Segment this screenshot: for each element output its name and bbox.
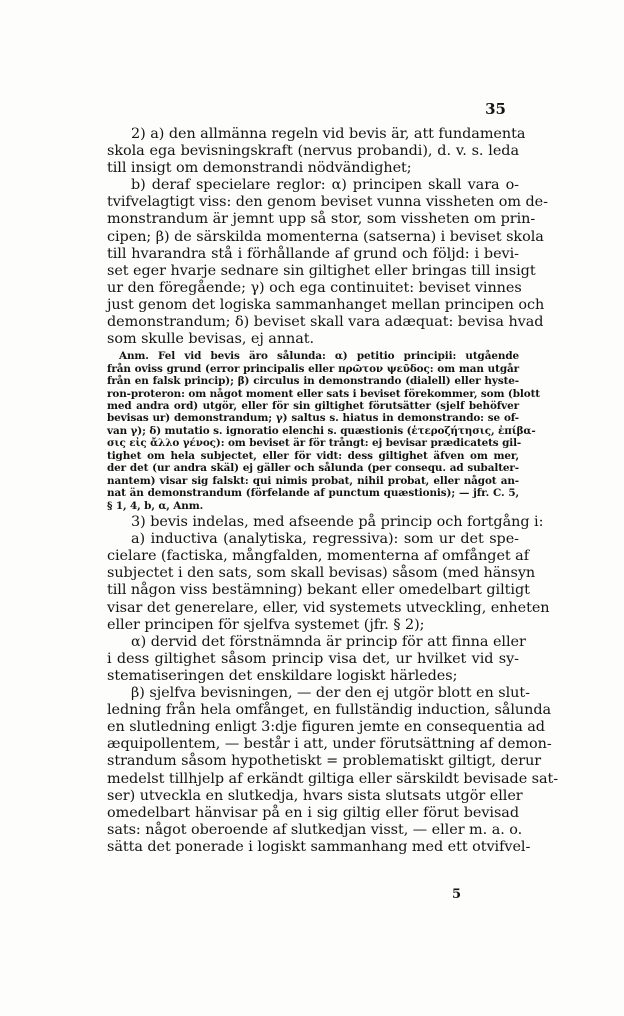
body-text	[107, 126, 559, 856]
text-line: medelst tillhjelp af erkändt giltiga eller särskildt bevisade sat-	[107, 770, 559, 787]
text-line: just genom det logiska sammanhanget mellan principen och	[107, 296, 545, 313]
note-line: der det (ur andra skäl) ej gäller och sålunda (per consequ. ad subalter-	[107, 462, 519, 475]
page-number: 35	[485, 100, 506, 118]
text-line: æquipollentem, — består i att, under förutsättning af demon-	[107, 736, 552, 753]
text-line: cipen; β) de särskilda momenterna (satserna) i beviset skola	[107, 228, 544, 245]
section-3	[107, 514, 559, 856]
note-line: σις εἰς ἄλλο γένος): om beviset är för trångt: ej bevisar prædicatets gil-	[107, 437, 522, 450]
footnote-anm	[107, 350, 540, 512]
text-line: eller principen för sjelfva systemet (jfr. § 2);	[107, 616, 425, 633]
text-line: till insigt om demonstrandi nödvändighet;	[107, 160, 412, 177]
text-line: subjectet i den sats, som skall bevisas) såsom (med hänsyn	[107, 565, 536, 582]
text-line: tvifvelagtigt viss: den genom beviset vunna vissheten om de-	[107, 194, 548, 211]
text-line: demonstrandum; δ) beviset skall vara adæquat: bevisa hvad	[107, 314, 544, 331]
text-line: i dess giltighet såsom princip visa det, ur hvilket vid sy-	[107, 650, 519, 667]
note-line: tighet om hela subjectet, eller för vidt: dess giltighet äfven om mer,	[107, 449, 519, 462]
text-line: ur den föregående; γ) och ega continuitet: beviset vinnes	[107, 279, 522, 296]
note-line: från oviss grund (error principalis eller πρῶτον ψεῦδος: om man utgår	[107, 362, 519, 375]
note-line: ron-proteron: om något moment eller sats i beviset förekommer, som (blott	[107, 387, 540, 400]
signature-mark: 5	[452, 887, 462, 902]
note-line: från en falsk princip); β) circulus in demonstrando (dialell) eller hyste-	[107, 375, 519, 388]
note-line: bevisas ur) demonstrandum; γ) saltus s. hiatus in demonstrando: se of-	[107, 412, 519, 425]
note-line: med andra ord) utgör, eller för sin giltighet förutsätter (sjelf behöfver	[107, 400, 519, 413]
text-line: till någon viss bestämning) bekant eller omedelbart giltigt	[107, 582, 530, 599]
note-line: Anm. Fel vid bevis äro sålunda: α) petitio principii: utgående	[119, 350, 519, 363]
note-line: nat än demonstrandum (förfelande af punctum quæstionis); — jfr. C. 5,	[107, 487, 519, 500]
note-line: § 1, 4, b, α, Anm.	[107, 499, 204, 512]
text-line: stematiseringen det enskildare logiskt härledes;	[107, 667, 458, 684]
text-line: ledning från hela omfånget, en fullständig induction, sålunda	[107, 702, 552, 719]
section-2	[107, 126, 548, 348]
text-line: till hvarandra stå i förhållande af grund och följd: i bevi-	[107, 245, 519, 262]
text-line: visar det generelare, eller, vid systemets utveckling, enheten	[107, 599, 550, 616]
text-line: 2) a) den allmänna regeln vid bevis är, att fundamenta	[131, 126, 526, 142]
text-line: en slutledning enligt 3:dje figuren jemte en consequentia ad	[107, 719, 545, 736]
note-line: van γ); δ) mutatio s. ignoratio elenchi s. quæstionis (ἑτεροζήτησις, ἐπίβα-	[107, 424, 536, 437]
text-line: β) sjelfva bevisningen, — der den ej utgör blott en slut-	[131, 685, 530, 702]
text-line: b) deraf specielare reglor: α) principen skall vara o-	[131, 177, 519, 194]
text-line: cielare (factiska, mångfalden, momenterna af omfånget af	[107, 548, 529, 565]
text-line: omedelbart hänvisar på en i sig giltig eller förut bevisad	[107, 804, 519, 821]
text-line: ser) utveckla en slutkedja, hvars sista slutsats utgör eller	[107, 787, 523, 804]
text-line: α) dervid det förstnämnda är princip för att finna eller	[131, 633, 526, 650]
note-line: nantem) visar sig falskt: qui nimis probat, nihil probat, eller något an-	[107, 474, 519, 487]
text-line: skola ega bevisningskraft (nervus probandi), d. v. s. leda	[107, 143, 519, 160]
text-line: sätta det ponerade i logiskt sammanhang med ett otvifvel-	[107, 838, 531, 855]
text-line: 3) bevis indelas, med afseende på princip och fortgång i:	[131, 514, 544, 531]
text-line: set eger hvarje sednare sin giltighet eller bringas till insigt	[107, 262, 536, 279]
text-line: sats: något oberoende af slutkedjan visst, — eller m. a. o.	[107, 821, 523, 838]
text-line: monstrandum är jemnt upp så stor, som vissheten om prin-	[107, 211, 536, 228]
text-line: a) inductiva (analytiska, regressiva): som ur det spe-	[131, 531, 519, 548]
text-line: som skulle bevisas, ej annat.	[107, 331, 315, 348]
text-line: strandum såsom hypothetiskt = problematiskt giltigt, derur	[107, 753, 542, 770]
